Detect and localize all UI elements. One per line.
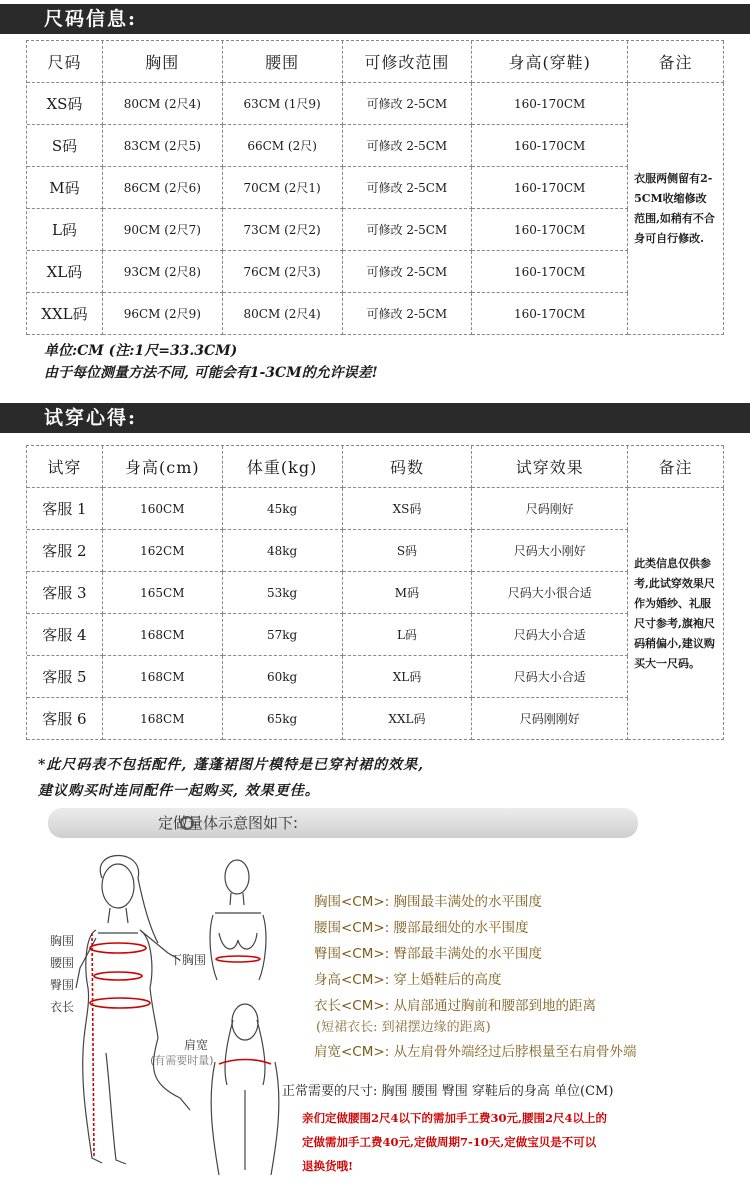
table-row: [27, 656, 724, 698]
height-value: 160-170CM: [472, 209, 628, 251]
waist-value: 76CM (2尺3): [223, 251, 343, 293]
trial-height: 162CM: [103, 530, 223, 572]
waist-value: 70CM (2尺1): [223, 167, 343, 209]
label-hip: 臀围: [50, 978, 75, 992]
chest-value: 83CM (2尺5): [103, 125, 223, 167]
height-value: 160-170CM: [472, 125, 628, 167]
short-skirt-note: (短裙衣长: 到裙摆边缘的距离): [316, 1020, 491, 1035]
definition-height: 身高<CM>: 穿上婚鞋后的高度: [314, 972, 502, 988]
label-under-bust: 下胸围: [170, 953, 207, 967]
alter-value: 可修改 2-5CM: [343, 167, 473, 209]
unit-line: 单位:CM (注:1尺=33.3CM): [44, 343, 238, 359]
trial-height: 168CM: [103, 656, 223, 698]
size-label: XXL码: [27, 293, 103, 335]
tolerance-line: 由于每位测量方法不同, 可能会有1-3CM的允许误差!: [44, 365, 378, 381]
header-remark: 备注: [628, 446, 724, 488]
table-row: [27, 572, 724, 614]
trial-size: S码: [343, 530, 473, 572]
table-row: [27, 488, 724, 530]
label-shoulder-note: (有需要时量): [150, 1054, 214, 1067]
footnote-line-1: *此尺码表不包括配件, 蓬蓬裙图片模特是已穿衬裙的效果,: [38, 757, 424, 773]
header-waist: 腰围: [223, 41, 343, 83]
trial-remark-note: 此类信息仅供参考,此试穿效果尺作为婚纱、礼服尺寸参考,旗袍尺码稍偏小,建议购买大一尺码。: [628, 488, 724, 740]
trial-height: 168CM: [103, 614, 223, 656]
trial-person: 客服 1: [27, 488, 103, 530]
trial-size: L码: [343, 614, 473, 656]
table-row: [27, 83, 724, 125]
trial-person: 客服 6: [27, 698, 103, 740]
trial-person: 客服 3: [27, 572, 103, 614]
trial-person: 客服 2: [27, 530, 103, 572]
trial-weight: 45kg: [223, 488, 343, 530]
alter-value: 可修改 2-5CM: [343, 83, 473, 125]
height-value: 160-170CM: [472, 83, 628, 125]
trial-height: 160CM: [103, 488, 223, 530]
chest-value: 80CM (2尺4): [103, 83, 223, 125]
trial-weight: 57kg: [223, 614, 343, 656]
waist-value: 66CM (2尺): [223, 125, 343, 167]
trial-weight: 60kg: [223, 656, 343, 698]
alter-value: 可修改 2-5CM: [343, 293, 473, 335]
alter-value: 可修改 2-5CM: [343, 209, 473, 251]
definition-waist: 腰围<CM>: 腰部最细处的水平围度: [314, 920, 529, 936]
definition-hip: 臀围<CM>: 臀部最丰满处的水平围度: [314, 946, 543, 962]
trial-info-header: 试穿心得:: [0, 403, 750, 433]
header-chest: 胸围: [103, 41, 223, 83]
definition-shoulder: 肩宽<CM>: 从左肩骨外端经过后脖根量至右肩骨外端: [314, 1044, 637, 1060]
table-row: [27, 125, 724, 167]
label-length: 衣长: [50, 1000, 75, 1014]
size-notes: [44, 340, 378, 384]
trial-result: 尺码大小刚好: [472, 530, 628, 572]
label-waist: 腰围: [50, 956, 75, 970]
size-remark-note: 衣服两侧留有2-5CM收缩修改范围,如稍有不合身可自行修改.: [628, 83, 724, 335]
chest-value: 93CM (2尺8): [103, 251, 223, 293]
table-row: [27, 167, 724, 209]
table-row: [27, 209, 724, 251]
height-value: 160-170CM: [472, 251, 628, 293]
scissors-icon: [180, 816, 194, 830]
trial-size: M码: [343, 572, 473, 614]
header-remark: 备注: [628, 41, 724, 83]
table-row: [27, 251, 724, 293]
bust-figure: [205, 855, 275, 985]
trial-table-header-row: [27, 446, 724, 488]
custom-fee-line-3: 退换货哦!: [302, 1159, 354, 1173]
chest-value: 86CM (2尺6): [103, 167, 223, 209]
definition-chest: 胸围<CM>: 胸围最丰满处的水平围度: [314, 894, 543, 910]
trial-height: 165CM: [103, 572, 223, 614]
custom-fee-line-1: 亲们定做腰围2尺4以下的需加手工费30元,腰围2尺4以上的: [302, 1111, 608, 1125]
size-label: XL码: [27, 251, 103, 293]
trial-result: 尺码刚刚好: [472, 698, 628, 740]
alter-value: 可修改 2-5CM: [343, 251, 473, 293]
header-fit-result: 试穿效果: [472, 446, 628, 488]
trial-person: 客服 5: [27, 656, 103, 698]
trial-result: 尺码刚好: [472, 488, 628, 530]
size-label: L码: [27, 209, 103, 251]
header-height-cm: 身高(cm): [103, 446, 223, 488]
trial-result: 尺码大小合适: [472, 614, 628, 656]
custom-fee-line-2: 定做需加手工费40元,定做周期7-10天,定做宝贝是不可以: [302, 1135, 597, 1149]
waist-value: 80CM (2尺4): [223, 293, 343, 335]
trial-size: XL码: [343, 656, 473, 698]
trial-size: XXL码: [343, 698, 473, 740]
height-value: 160-170CM: [472, 167, 628, 209]
header-size-number: 码数: [343, 446, 473, 488]
trial-person: 客服 4: [27, 614, 103, 656]
trial-size: XS码: [343, 488, 473, 530]
table-row: [27, 614, 724, 656]
table-row: [27, 293, 724, 335]
measurement-guide-banner: [48, 808, 638, 838]
size-label: XS码: [27, 83, 103, 125]
size-table-header-row: [27, 41, 724, 83]
header-weight-kg: 体重(kg): [223, 446, 343, 488]
trial-result: 尺码大小很合适: [472, 572, 628, 614]
trial-weight: 65kg: [223, 698, 343, 740]
size-label: M码: [27, 167, 103, 209]
label-chest: 胸围: [50, 934, 75, 948]
height-value: 160-170CM: [472, 293, 628, 335]
size-label: S码: [27, 125, 103, 167]
chest-value: 90CM (2尺7): [103, 209, 223, 251]
trial-height: 168CM: [103, 698, 223, 740]
chest-value: 96CM (2尺9): [103, 293, 223, 335]
measure-lines: [90, 933, 150, 1158]
trial-table: [26, 445, 724, 740]
required-sizes-line: 正常需要的尺寸: 胸围 腰围 臀围 穿鞋后的身高 单位(CM): [282, 1084, 614, 1099]
header-trial: 试穿: [27, 446, 103, 488]
trial-weight: 48kg: [223, 530, 343, 572]
table-row: [27, 698, 724, 740]
header-height: 身高(穿鞋): [472, 41, 628, 83]
back-figure: [205, 1000, 285, 1180]
alter-value: 可修改 2-5CM: [343, 125, 473, 167]
trial-weight: 53kg: [223, 572, 343, 614]
waist-value: 73CM (2尺2): [223, 209, 343, 251]
header-alter-range: 可修改范围: [343, 41, 473, 83]
waist-value: 63CM (1尺9): [223, 83, 343, 125]
definition-length: 衣长<CM>: 从肩部通过胸前和腰部到地的距离: [314, 998, 597, 1014]
label-shoulder: 肩宽: [184, 1038, 209, 1052]
footnote-line-2: 建议购买时连同配件一起购买, 效果更佳。: [38, 783, 320, 799]
size-table: [26, 40, 724, 335]
size-info-header: 尺码信息:: [0, 4, 750, 34]
header-size: 尺码: [27, 41, 103, 83]
trial-result: 尺码大小合适: [472, 656, 628, 698]
accessory-footnote: [38, 752, 424, 804]
table-row: [27, 530, 724, 572]
banner-title: 定做量体示意图如下:: [158, 814, 299, 832]
